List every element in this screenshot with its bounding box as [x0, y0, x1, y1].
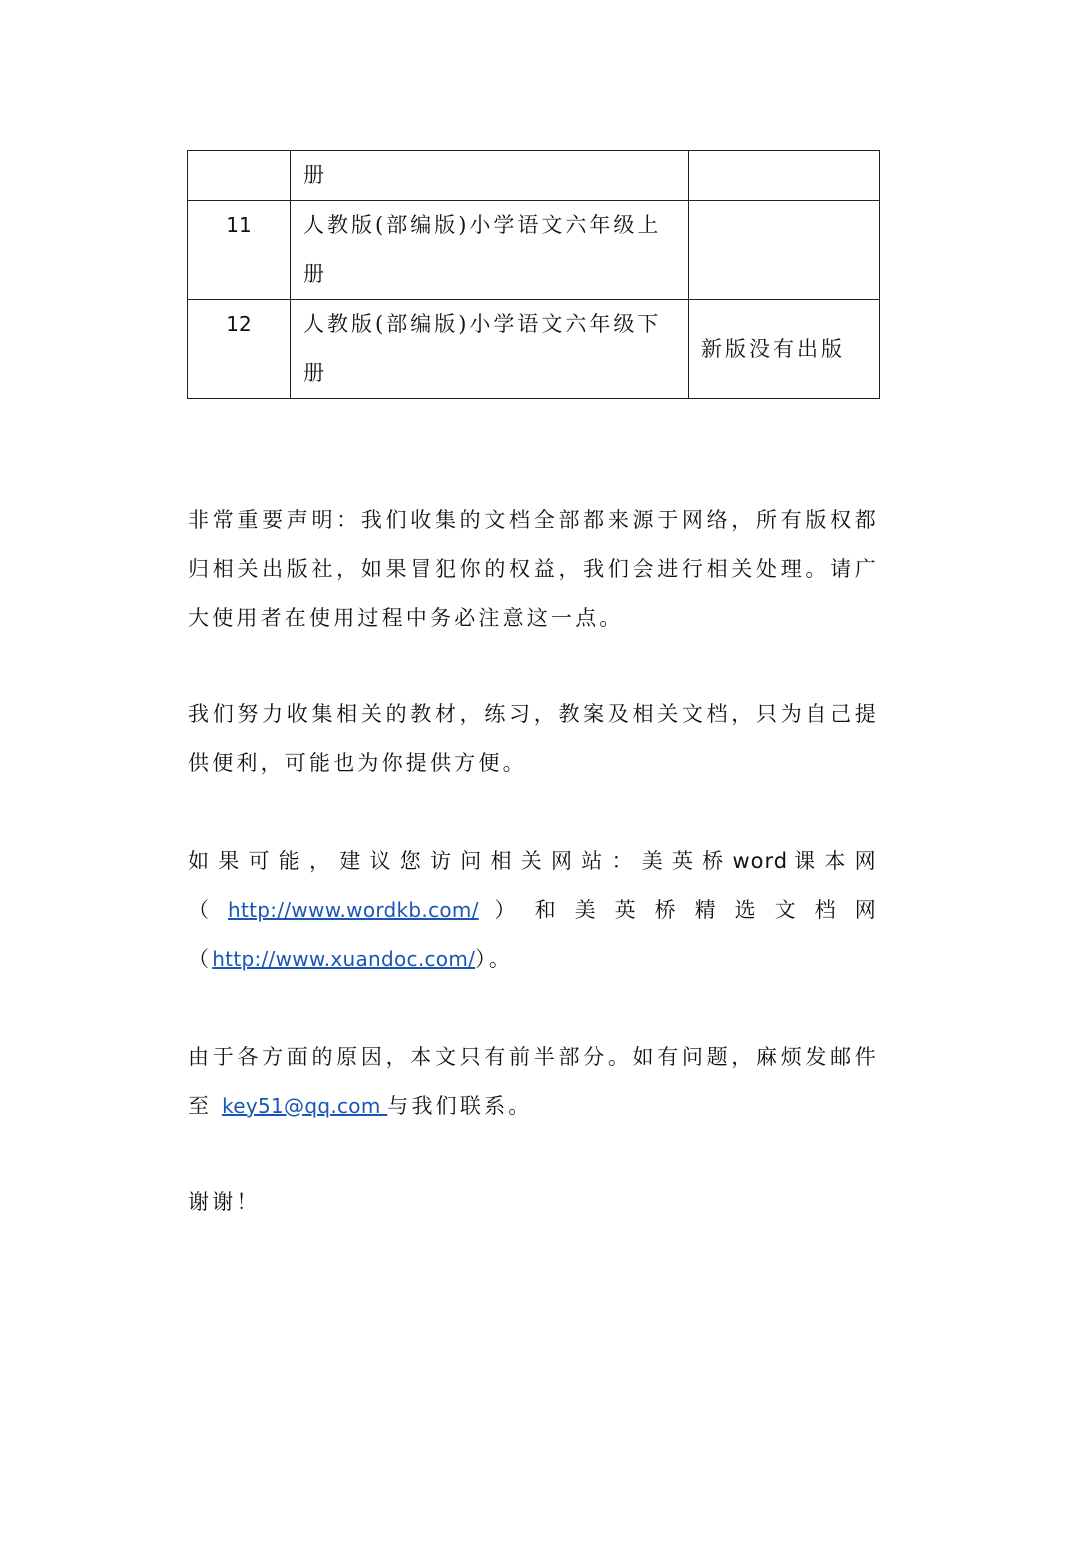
- word: ：: [611, 849, 636, 873]
- thanks-text: 谢谢！: [188, 1190, 261, 1214]
- word: 和: [534, 898, 559, 922]
- open-paren: （: [188, 898, 213, 922]
- word: 网: [854, 849, 879, 873]
- word: 访: [430, 849, 455, 873]
- row-title: 人教版(部编版)小学语文六年级下册: [291, 300, 689, 399]
- contact-paragraph: [188, 1033, 879, 1131]
- purpose-paragraph: 我们努力收集相关的教材，练习，教案及相关文档，只为自己提供便利，可能也为你提供方便。: [188, 702, 879, 775]
- word: 网: [854, 898, 879, 922]
- word: 您: [399, 849, 424, 873]
- textbook-table: [187, 150, 880, 399]
- word: ，: [309, 849, 334, 873]
- word: 本: [824, 849, 849, 873]
- word: 英: [614, 898, 639, 922]
- word: 相: [490, 849, 515, 873]
- website-line-2: [188, 886, 879, 935]
- word: 精: [694, 898, 719, 922]
- word: 美: [574, 898, 599, 922]
- copyright-notice: 非常重要声明：我们收集的文档全部都来源于网络，所有版权都归相关出版社，如果冒犯你的权益，我们会进行相关处理。请广大使用者在使用过程中务必注意这一点。: [188, 508, 879, 630]
- table-row: [188, 151, 880, 201]
- word: 档: [814, 898, 839, 922]
- word: 网: [551, 849, 576, 873]
- close-paren-period: ）。: [475, 947, 514, 971]
- close-paren: ）: [494, 898, 519, 922]
- open-paren: （: [188, 947, 213, 971]
- word: 如: [188, 849, 213, 873]
- row-number: [188, 151, 291, 201]
- row-title: 册: [291, 151, 689, 201]
- word: 果: [218, 849, 243, 873]
- table-row: [188, 201, 880, 300]
- row-note: [689, 151, 880, 201]
- contact-text: 由于各方面的原因，本文只有前半部分。如有问题，麻烦发邮件至: [188, 1045, 879, 1118]
- xuandoc-link[interactable]: http://www.xuandoc.com/: [212, 947, 476, 971]
- wordkb-link[interactable]: http://www.wordkb.com/: [228, 898, 479, 922]
- word: 可: [248, 849, 273, 873]
- word: word: [732, 849, 789, 873]
- website-line-3: [188, 935, 879, 984]
- email-link[interactable]: key51@qq.com: [222, 1094, 388, 1118]
- word: 课: [794, 849, 819, 873]
- row-note: 新版没有出版: [689, 300, 880, 399]
- website-line-1: [188, 837, 879, 886]
- row-title: 人教版(部编版)小学语文六年级上册: [291, 201, 689, 300]
- row-note: [689, 201, 880, 300]
- word: 能: [278, 849, 303, 873]
- table-row: [188, 300, 880, 399]
- word: 选: [734, 898, 759, 922]
- word: 问: [460, 849, 485, 873]
- word: 文: [774, 898, 799, 922]
- contact-tail: 与我们联系。: [387, 1094, 533, 1118]
- word: 建: [339, 849, 364, 873]
- word: 议: [369, 849, 394, 873]
- word: 美: [641, 849, 666, 873]
- word: 站: [581, 849, 606, 873]
- word: 桥: [702, 849, 727, 873]
- row-number: 12: [188, 300, 291, 399]
- website-paragraph: [188, 837, 879, 984]
- word: 关: [520, 849, 545, 873]
- row-number: 11: [188, 201, 291, 300]
- word: 英: [672, 849, 697, 873]
- word: 桥: [654, 898, 679, 922]
